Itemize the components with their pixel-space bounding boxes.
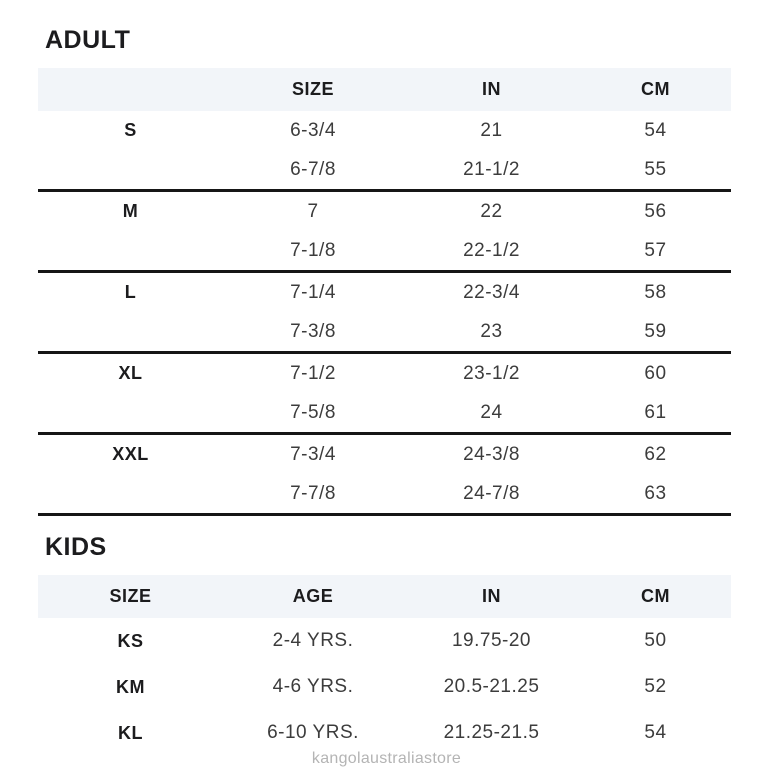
table-row — [38, 474, 731, 513]
cm-cell: 54 — [644, 722, 667, 743]
in-cell: 24 — [480, 401, 503, 423]
age-cell: 4-6 YRS. — [272, 676, 354, 697]
size-cell: 7-1/2 — [290, 362, 336, 384]
size-cell: 7-1/4 — [290, 281, 336, 303]
column-header-age: AGE — [292, 586, 334, 606]
size-cell: 6-7/8 — [290, 158, 336, 180]
in-cell: 21 — [480, 119, 503, 141]
cm-cell: 52 — [644, 676, 667, 697]
column-header-size: SIZE — [109, 586, 152, 606]
adult-section-heading: ADULT — [45, 26, 131, 54]
table-row — [38, 312, 731, 351]
store-watermark: kangolaustraliastore — [311, 750, 462, 767]
size-label-cell: KS — [117, 630, 144, 651]
size-label-cell: M — [122, 201, 139, 221]
in-cell: 22-1/2 — [463, 239, 520, 261]
cm-cell: 56 — [644, 200, 667, 222]
table-row — [38, 664, 731, 710]
size-group-s — [38, 111, 731, 192]
kids-section-heading: KIDS — [45, 533, 107, 561]
cm-cell: 61 — [644, 401, 667, 423]
age-cell: 2-4 YRS. — [272, 630, 354, 651]
in-cell: 24-7/8 — [463, 482, 520, 504]
table-row — [38, 192, 731, 231]
cm-cell: 50 — [644, 630, 667, 651]
in-cell: 22-3/4 — [463, 281, 520, 303]
table-row — [38, 618, 731, 664]
adult-size-table — [38, 68, 731, 516]
size-group-l — [38, 273, 731, 354]
cm-cell: 59 — [644, 320, 667, 342]
column-header-in: IN — [482, 586, 501, 606]
cm-cell: 60 — [644, 362, 667, 384]
cm-cell: 57 — [644, 239, 667, 261]
size-cell: 7-7/8 — [290, 482, 336, 504]
size-label-cell: S — [124, 120, 137, 140]
size-cell: 7-5/8 — [290, 401, 336, 423]
in-cell: 21.25-21.5 — [443, 722, 540, 743]
cm-cell: 58 — [644, 281, 667, 303]
size-label-cell: L — [124, 282, 137, 302]
age-cell: 6-10 YRS. — [267, 722, 359, 743]
kids-size-table — [38, 575, 731, 756]
table-row — [38, 354, 731, 393]
in-cell: 23 — [480, 320, 503, 342]
size-cell: 7-1/8 — [290, 239, 336, 261]
table-row — [38, 111, 731, 150]
size-cell: 7 — [307, 200, 319, 222]
table-row — [38, 273, 731, 312]
in-cell: 24-3/8 — [463, 443, 520, 465]
size-group-m — [38, 192, 731, 273]
in-cell: 19.75-20 — [451, 630, 531, 651]
cm-cell: 63 — [644, 482, 667, 504]
size-label-cell: XL — [118, 363, 143, 383]
cm-cell: 55 — [644, 158, 667, 180]
size-label-cell: KL — [118, 722, 143, 743]
size-cell: 6-3/4 — [290, 119, 336, 141]
size-cell: 7-3/4 — [290, 443, 336, 465]
size-label-cell: XXL — [112, 444, 149, 464]
cm-cell: 54 — [644, 119, 667, 141]
table-row — [38, 435, 731, 474]
size-cell: 7-3/8 — [290, 320, 336, 342]
table-row — [38, 150, 731, 189]
in-cell: 23-1/2 — [463, 362, 520, 384]
size-label-cell: KM — [116, 676, 145, 697]
cm-cell: 62 — [644, 443, 667, 465]
kids-table-header-row — [38, 575, 731, 618]
in-cell: 20.5-21.25 — [443, 676, 540, 697]
size-group-xxl — [38, 435, 731, 516]
adult-table-header-row — [38, 68, 731, 111]
table-row — [38, 393, 731, 432]
size-group-xl — [38, 354, 731, 435]
column-header-size: SIZE — [291, 79, 334, 99]
column-header-cm: CM — [641, 79, 670, 99]
table-row — [38, 231, 731, 270]
column-header-in: IN — [482, 79, 501, 99]
in-cell: 21-1/2 — [463, 158, 520, 180]
in-cell: 22 — [480, 200, 503, 222]
column-header-cm: CM — [641, 586, 670, 606]
